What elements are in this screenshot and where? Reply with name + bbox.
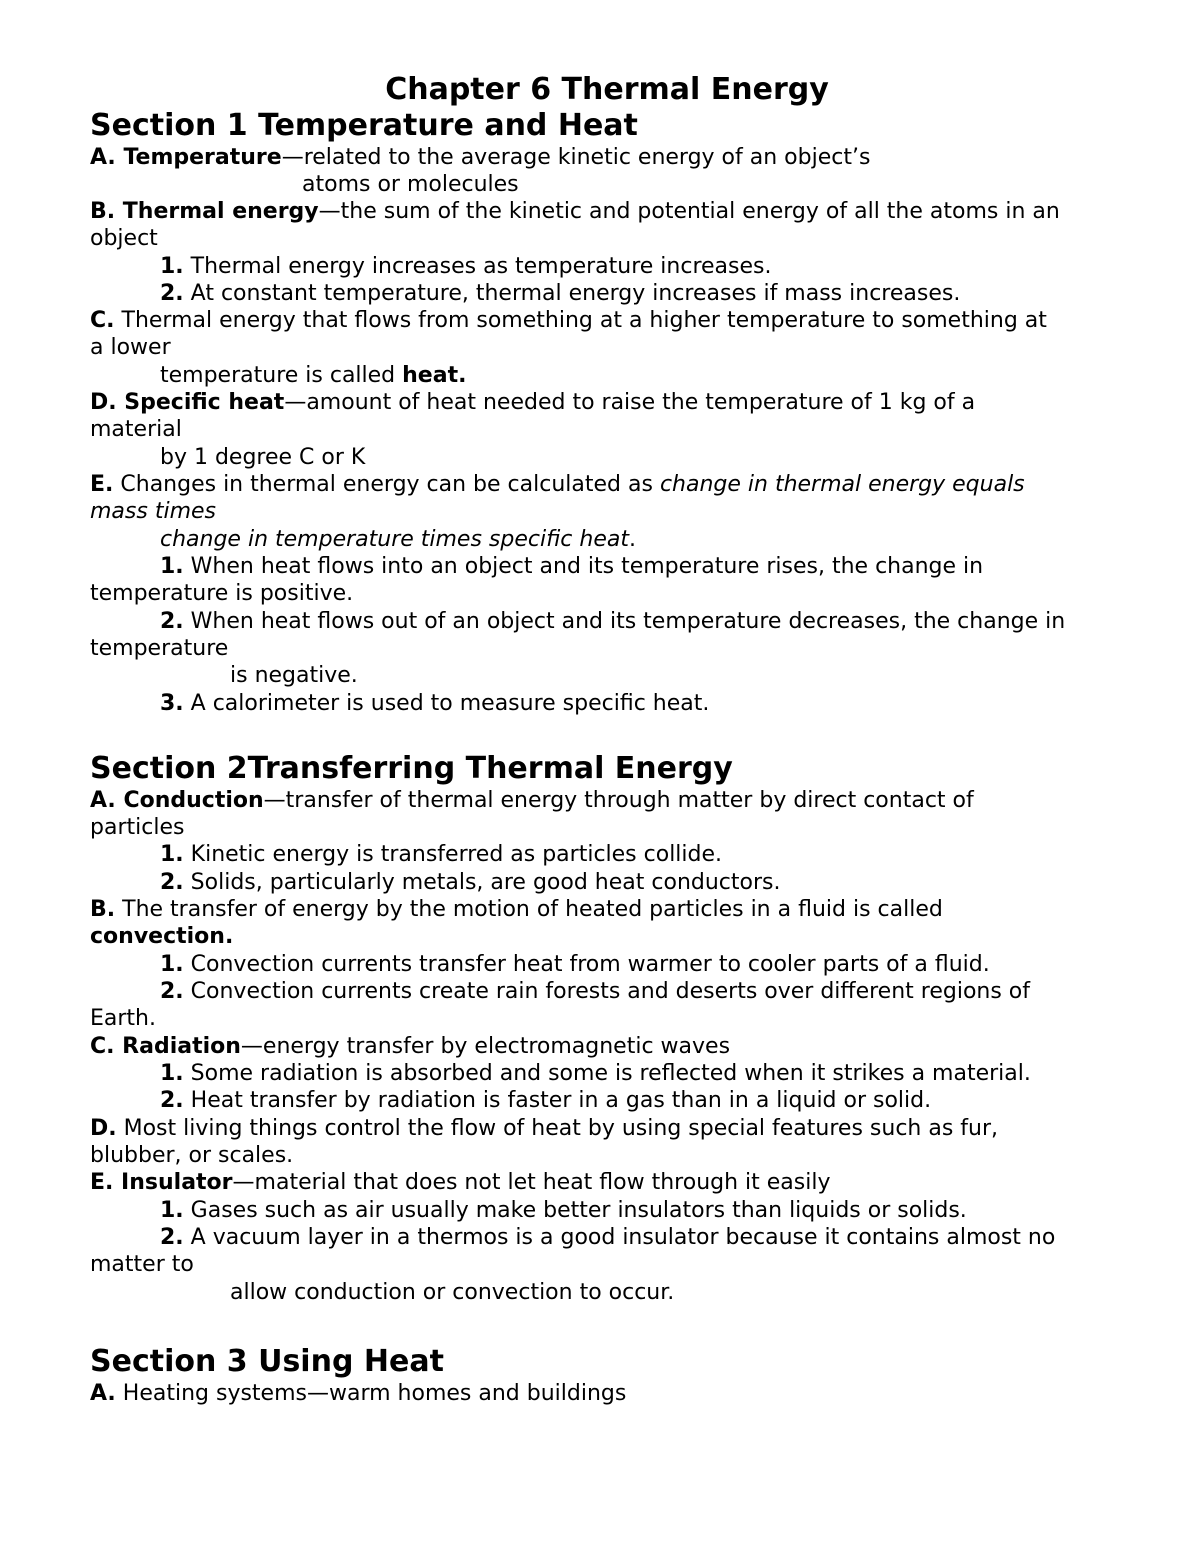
s2-item-e-2-cont: matter to — [90, 1252, 194, 1277]
s1-item-e-2-cont2: is negative. — [230, 663, 358, 688]
s2-item-e-2-cont2: allow conduction or convection to occur. — [230, 1280, 675, 1305]
s1-item-e-1-cont: temperature is positive. — [90, 581, 354, 606]
s2-item-a-1: 1. Kinetic energy is transferred as particles collide. — [160, 842, 723, 867]
s1-item-e-cont2: change in temperature times specific heat. — [160, 527, 636, 552]
s1-item-b-1: 1. Thermal energy increases as temperature increases. — [160, 254, 772, 279]
s2-item-b-2: 2. Convection currents create rain forests and deserts over different regions of — [160, 979, 1031, 1004]
s1-item-d-cont2: by 1 degree C or K — [160, 445, 366, 470]
s2-item-b-2-cont: Earth. — [90, 1006, 156, 1031]
s1-item-e-3: 3. A calorimeter is used to measure specific heat. — [160, 691, 710, 716]
s1-item-d: D. Specific heat—amount of heat needed to raise the temperature of 1 kg of a — [90, 390, 976, 415]
s3-item-a: A. Heating systems—warm homes and buildings — [90, 1381, 627, 1406]
s1-item-e-2: 2. When heat flows out of an object and its temperature decreases, the change in — [160, 609, 1066, 634]
s1-item-e: E. Changes in thermal energy can be calculated as change in thermal energy equals — [90, 472, 1025, 497]
s2-item-c: C. Radiation—energy transfer by electromagnetic waves — [90, 1034, 731, 1059]
s1-item-b-2: 2. At constant temperature, thermal energy increases if mass increases. — [160, 281, 961, 306]
s1-item-c-cont: a lower — [90, 335, 171, 360]
s2-item-a: A. Conduction—transfer of thermal energy through matter by direct contact of — [90, 788, 974, 813]
s2-item-b-1: 1. Convection currents transfer heat from warmer to cooler parts of a fluid. — [160, 952, 990, 977]
s2-item-a-cont: particles — [90, 815, 185, 840]
s1-item-e-1: 1. When heat flows into an object and its temperature rises, the change in — [160, 554, 984, 579]
s2-item-b-term: convection. — [90, 924, 234, 949]
section-1-heading: Section 1 Temperature and Heat — [90, 108, 638, 143]
s1-item-c: C. Thermal energy that flows from something at a higher temperature to something at — [90, 308, 1047, 333]
chapter-title: Chapter 6 Thermal Energy — [385, 72, 829, 107]
s2-item-a-2: 2. Solids, particularly metals, are good heat conductors. — [160, 870, 781, 895]
s1-item-d-cont: material — [90, 417, 182, 442]
s2-item-d-cont: blubber, or scales. — [90, 1143, 294, 1168]
s2-item-e-1: 1. Gases such as air usually make better insulators than liquids or solids. — [160, 1198, 967, 1223]
s1-item-b-cont: object — [90, 226, 158, 251]
s1-item-a: A. Temperature—related to the average kinetic energy of an object’s — [90, 145, 871, 170]
section-3-heading: Section 3 Using Heat — [90, 1344, 444, 1379]
s2-item-c-1: 1. Some radiation is absorbed and some is reflected when it strikes a material. — [160, 1061, 1031, 1086]
s2-item-d: D. Most living things control the flow of heat by using special features such as fur, — [90, 1116, 999, 1141]
s2-item-b: B. The transfer of energy by the motion of heated particles in a fluid is called — [90, 897, 943, 922]
s2-item-e-2: 2. A vacuum layer in a thermos is a good insulator because it contains almost no — [160, 1225, 1056, 1250]
section-2-heading: Section 2Transferring Thermal Energy — [90, 751, 733, 786]
s1-item-a-cont: atoms or molecules — [302, 172, 519, 197]
s1-item-c-cont2: temperature is called heat. — [160, 363, 467, 388]
s1-item-e-2-cont: temperature — [90, 636, 229, 661]
s2-item-c-2: 2. Heat transfer by radiation is faster in a gas than in a liquid or solid. — [160, 1088, 932, 1113]
s1-item-b: B. Thermal energy—the sum of the kinetic and potential energy of all the atoms in an — [90, 199, 1060, 224]
s1-item-e-cont: mass times — [90, 499, 216, 524]
s2-item-e: E. Insulator—material that does not let heat flow through it easily — [90, 1170, 831, 1195]
